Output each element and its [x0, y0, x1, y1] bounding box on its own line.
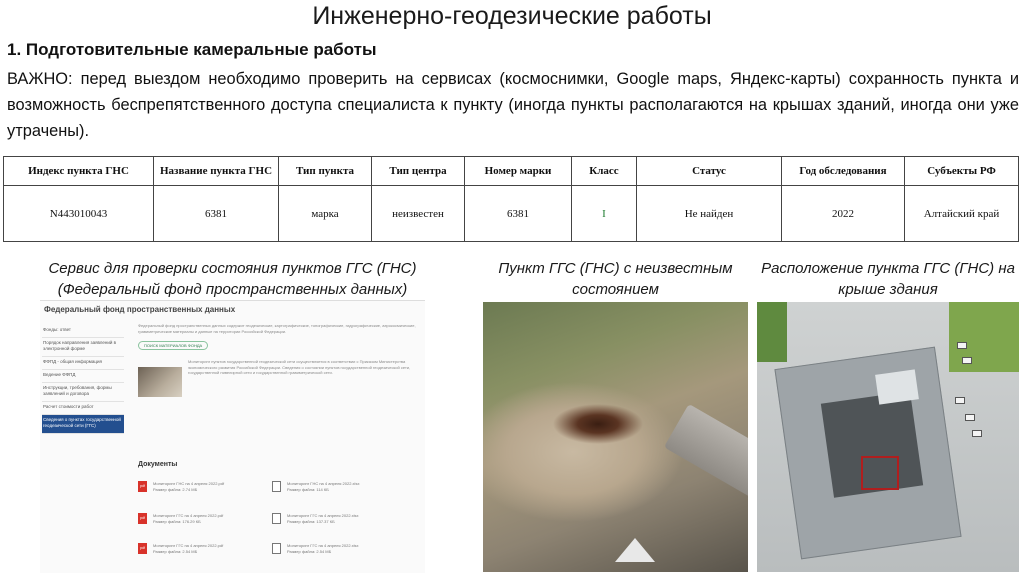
document-item[interactable]: [272, 513, 359, 525]
website-intro: Федеральный фонд пространственных данных содержит геодезические, картографические, топографические, гидрографические, аэрокосмические, гравиметрические материалы и данные на территории Российской Федерации.: [138, 323, 416, 334]
table-cell: Алтайский край: [905, 186, 1019, 242]
section-paragraph: ВАЖНО: перед выездом необходимо проверить на сервисах (космоснимки, Google maps, Яндекс-карты) сохранность пункта и возможность беспрепятственного доступа специалиста к пункту (иногда пункты располагаются на крышах зданий, иногда они уже утрачены).: [7, 70, 1019, 140]
table-header: Год обследования: [782, 157, 905, 186]
file-icon: [272, 543, 281, 554]
table-header: Тип пункта: [279, 157, 372, 186]
table-cell: марка: [279, 186, 372, 242]
car: [965, 414, 975, 421]
document-name: Мониторинг ГНС на 4 апреля 2022.xlsx: [287, 481, 360, 486]
website-body: Мониторинг пунктов государственной геодезической сети осуществляется в соответствии с Приказом Министерства экономического развития Российской Федерации. Сведения о состоянии пунктов государственной геодезической сети, государственной нивелирной сети и государственной гравиметрической сети.: [188, 359, 411, 375]
table-cell: Не найден: [637, 186, 782, 242]
document-item[interactable]: [272, 481, 359, 493]
document-name: Мониторинг ГНС на 4 апреля 2022.pdf: [153, 481, 225, 486]
caption-photo: Пункт ГГС (ГНС) с неизвестным состоянием: [498, 260, 733, 298]
file-icon: [272, 481, 281, 492]
gns-table: [3, 156, 1019, 242]
navigation-arrow-icon[interactable]: [615, 538, 655, 562]
website-main: [138, 323, 420, 376]
curb-stone: [664, 404, 748, 502]
benchmark-photo: [483, 302, 748, 572]
caption-aerial: Расположение пункта ГГС (ГНС) на крыше здания: [761, 260, 1015, 298]
slide-title: Инженерно-геодезические работы: [312, 2, 712, 30]
document-size: Размер файла: 137.37 КБ: [287, 519, 335, 524]
roof-block: [875, 369, 919, 404]
grass-area: [949, 302, 1019, 372]
document-item[interactable]: [138, 481, 224, 493]
website-title: Федеральный фонд пространственных данных: [44, 305, 236, 314]
table-header: Класс: [572, 157, 637, 186]
sidebar-item[interactable]: Фонды: ответ: [42, 325, 124, 338]
table-cell: неизвестен: [372, 186, 465, 242]
pdf-icon: pdf: [138, 513, 147, 524]
sidebar-item[interactable]: Порядок направления заявлений в электронной форме: [42, 338, 124, 357]
table-header-row: [4, 157, 1019, 186]
document-size: Размер файла: 2.54 МБ: [287, 549, 332, 554]
benchmark-location-marker: [861, 456, 899, 490]
sidebar-item-active[interactable]: Сведения о пунктах государственной геодезической сети (ГГС): [42, 415, 124, 434]
table-cell: N443010043: [4, 186, 154, 242]
table-cell: 6381: [465, 186, 572, 242]
document-name: Мониторинг ГГС на 4 апреля 2022.xlsx: [287, 543, 359, 548]
document-item[interactable]: [138, 543, 223, 555]
monument-thumbnail: [138, 367, 182, 397]
car: [955, 397, 965, 404]
trees-area: [757, 302, 787, 362]
documents-heading: Документы: [138, 461, 178, 468]
file-icon: [272, 513, 281, 524]
document-size: Размер файла: 176.29 КБ: [153, 519, 201, 524]
car: [957, 342, 967, 349]
document-item[interactable]: [138, 513, 223, 525]
table-row: [4, 186, 1019, 242]
table-header: Индекс пункта ГНС: [4, 157, 154, 186]
table-cell: 6381: [154, 186, 279, 242]
aerial-image: [757, 302, 1019, 572]
document-size: Размер файла: 2.54 МБ: [153, 549, 198, 554]
sidebar-item[interactable]: Инструкции, требования, формы заявлений и договора: [42, 383, 124, 402]
document-name: Мониторинг ГГС на 4 апреля 2022.pdf: [153, 513, 224, 518]
document-name: Мониторинг ГГС на 4 апреля 2022.xlsx: [287, 513, 359, 518]
car: [972, 430, 982, 437]
sidebar-item[interactable]: ФФПД - общая информация: [42, 357, 124, 370]
pdf-icon: pdf: [138, 481, 147, 492]
sidebar-item[interactable]: Ведение ФФПД: [42, 370, 124, 383]
sidebar-item[interactable]: Расчет стоимости работ: [42, 402, 124, 415]
caption-service: Сервис для проверки состояния пунктов ГГС (ГНС) (Федеральный фонд пространственных данных): [48, 260, 417, 298]
table-header: Субъекты РФ: [905, 157, 1019, 186]
table-header: Статус: [637, 157, 782, 186]
document-size: Размер файла: 2.74 МБ: [153, 487, 198, 492]
website-sidebar: [42, 325, 124, 434]
table-cell: I: [572, 186, 637, 242]
table-cell: 2022: [782, 186, 905, 242]
document-name: Мониторинг ГГС на 4 апреля 2022.pdf: [153, 543, 224, 548]
table-header: Название пункта ГНС: [154, 157, 279, 186]
document-size: Размер файла: 114 КБ: [287, 487, 329, 492]
search-materials-button[interactable]: ПОИСК МАТЕРИАЛОВ ФОНДА: [138, 341, 208, 350]
table-header: Тип центра: [372, 157, 465, 186]
pdf-icon: pdf: [138, 543, 147, 554]
website-screenshot: [40, 300, 425, 573]
section-heading: 1. Подготовительные камеральные работы: [7, 40, 377, 59]
table-header: Номер марки: [465, 157, 572, 186]
document-item[interactable]: [272, 543, 359, 555]
car: [962, 357, 972, 364]
